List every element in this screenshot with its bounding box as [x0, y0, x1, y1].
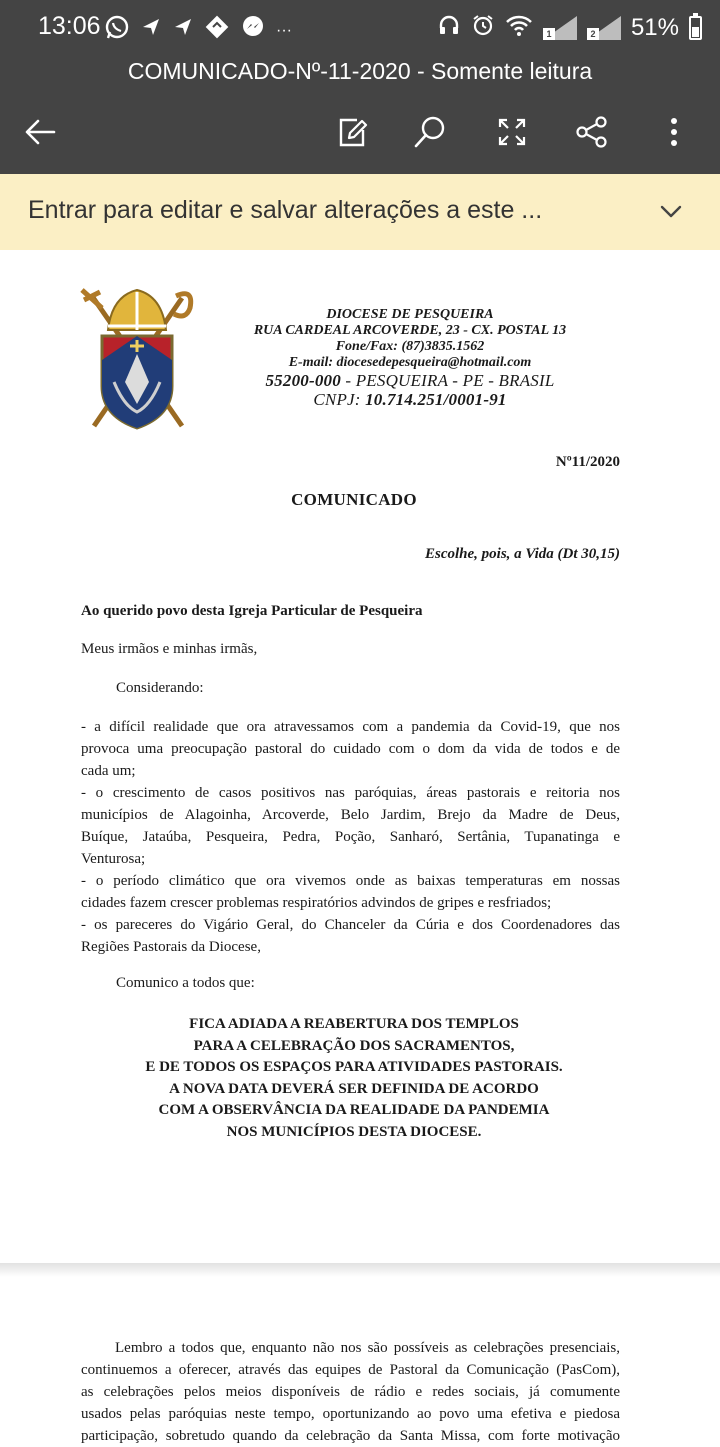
share-button[interactable] — [572, 112, 612, 152]
diocese-coat-of-arms — [78, 286, 196, 434]
document-number: Nº11/2020 — [555, 454, 620, 470]
wifi-icon — [505, 13, 533, 42]
diocese-address: RUA CARDEAL ARCOVERDE, 23 - CX. POSTAL 13 — [253, 323, 567, 338]
notification-icons — [104, 14, 292, 47]
more-notifications-icon: ··· — [276, 21, 292, 39]
announcement-line: NOS MUNICÍPIOS DESTA DIOCESE. — [226, 1123, 482, 1140]
announcement-line: COM A OBSERVÂNCIA DA REALIDADE DA PANDEMIA — [158, 1102, 550, 1119]
consideration-item: - a difícil realidade que ora atravessamos com a pandemia da Covid-19, que nos provoca uma preocupação pastoral do cuidado com o dom da vida de todos e de cada um; — [81, 719, 620, 779]
system-icons — [437, 13, 702, 42]
share-icon — [575, 115, 609, 149]
communicate-label: Comunico a todos que: — [116, 975, 255, 991]
app-bar — [0, 0, 720, 174]
edit-icon — [335, 115, 369, 149]
consideration-item: - o crescimento de casos positivos nas paróquias, áreas pastorais e reitoria nos municípios de Alagoinha, Arcoverde, Belo Jardim, Brejo da Madre de Deus, Buíque, Jataúba, Pesqueira, Pedra, Poção, Sanharó, Sertânia, Tupanatinga e Venturosa; — [81, 785, 620, 867]
signal-sim1-icon: 1 — [543, 16, 577, 40]
send-icon — [172, 16, 194, 45]
diocese-phone: Fone/Fax: (87)3835.1562 — [335, 339, 485, 354]
search-button[interactable] — [410, 112, 450, 152]
more-vert-icon — [657, 115, 691, 149]
announcement-line: PARA A CELEBRAÇÃO DOS SACRAMENTOS, — [193, 1037, 515, 1054]
back-arrow-icon — [23, 115, 57, 149]
diocese-name: DIOCESE DE PESQUEIRA — [326, 307, 494, 322]
greeting: Meus irmãos e minhas irmãs, — [81, 641, 258, 657]
considerations-list — [81, 716, 620, 958]
status-bar — [0, 0, 720, 56]
battery-percent: 51% — [630, 13, 679, 41]
consideration-item: - os pareceres do Vigário Geral, do Chanceler da Cúria e dos Coordenadores das Regiões Pastorais da Diocese, — [81, 917, 620, 955]
document-page — [0, 1277, 720, 1444]
edit-button[interactable] — [332, 112, 372, 152]
alarm-icon — [471, 13, 495, 42]
document-heading: COMUNICADO — [291, 490, 417, 509]
considering-label: Considerando: — [116, 680, 204, 696]
closing-paragraph: Lembro a todos que, enquanto não nos são possíveis as celebrações presenciais, continuemos a oferecer, através das equipes de Pastoral da Comunicação (PasCom), as celebrações pelos meios disponíveis de rádio e redes sociais, já comumente usados pelas paróquias neste tempo, oportunizando ao povo uma efetiva e piedosa participação, sobretudo quando da celebração da Santa Missa, com forte motivação — [81, 1340, 620, 1444]
announcement-line: A NOVA DATA DEVERÁ SER DEFINIDA DE ACORDO — [169, 1080, 539, 1097]
whatsapp-icon — [104, 14, 130, 47]
headset-icon — [437, 13, 461, 42]
more-options-button[interactable] — [654, 112, 694, 152]
signal-sim2-icon: 2 — [587, 16, 621, 40]
app-notification-icon — [204, 14, 230, 47]
edit-banner[interactable] — [0, 174, 720, 250]
diocese-email: E-mail: diocesedepesqueira@hotmail.com — [288, 355, 532, 370]
letterhead — [230, 307, 590, 409]
banner-text: Entrar para editar e salvar alterações a este ... — [28, 196, 543, 224]
announcement — [0, 1014, 708, 1144]
chevron-down-icon[interactable] — [656, 196, 686, 226]
status-time: 13:06 — [38, 12, 101, 40]
document-title: COMUNICADO-Nº-11-2020 - Somente leitura — [127, 58, 593, 84]
fullscreen-button[interactable] — [492, 112, 532, 152]
announcement-line: E DE TODOS OS ESPAÇOS PARA ATIVIDADES PASTORAIS. — [145, 1059, 563, 1076]
salutation: Ao querido povo desta Igreja Particular de Pesqueira — [81, 603, 423, 619]
page-separator — [0, 1263, 720, 1277]
consideration-item: - o período climático que ora vivemos onde as baixas temperaturas em nossas cidades fazem crescer problemas respiratórios advindos de gripes e resfriados; — [81, 873, 620, 911]
diocese-cep: 55200-000 - PESQUEIRA - PE - BRASIL — [265, 371, 555, 390]
diocese-cnpj: CNPJ: 10.714.251/0001-91 — [313, 390, 507, 409]
fullscreen-icon — [495, 115, 529, 149]
send-icon — [140, 16, 162, 45]
announcement-line: FICA ADIADA A REABERTURA DOS TEMPLOS — [189, 1016, 519, 1032]
back-button[interactable] — [20, 112, 60, 152]
epigraph: Escolhe, pois, a Vida (Dt 30,15) — [424, 546, 620, 562]
battery-icon — [689, 16, 702, 40]
search-icon — [413, 115, 447, 149]
messenger-icon — [240, 14, 266, 47]
